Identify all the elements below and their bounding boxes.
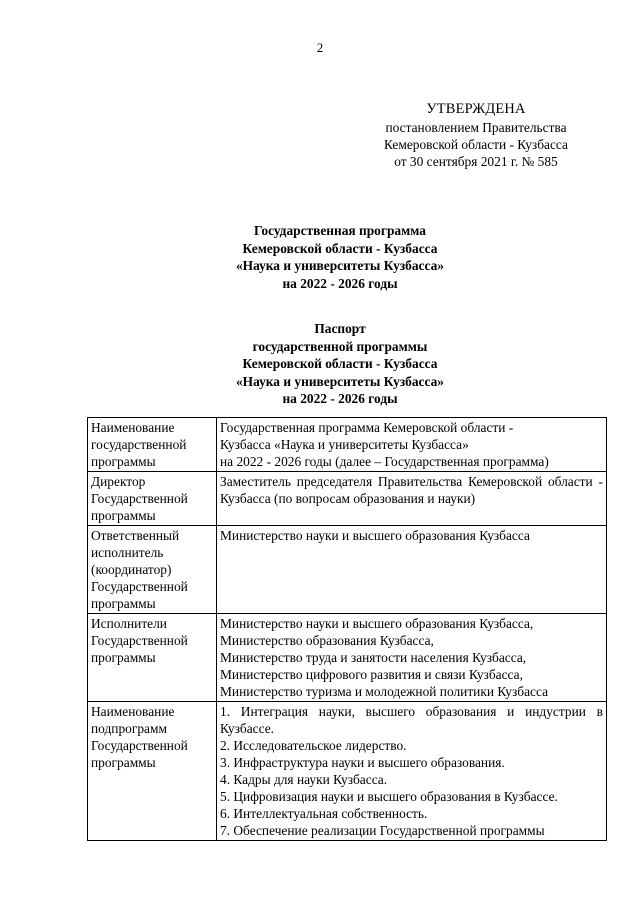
row-label-cell xyxy=(88,526,217,614)
row-value-line: Заместитель председателя Правительства Кемеровской области - Кузбасса (по вопросам образования и науки) xyxy=(220,474,603,506)
subprogram-item: 2. Исследовательское лидерство. xyxy=(220,738,407,753)
program-title-line: Кемеровской области - Кузбасса xyxy=(242,240,438,256)
row-label-line: программы xyxy=(91,755,156,770)
row-label-cell xyxy=(88,472,217,526)
row-label-cell xyxy=(88,614,217,702)
subprogram-item: 6. Интеллектуальная собственность. xyxy=(220,806,428,821)
row-label-line: Директор xyxy=(91,474,146,489)
row-value-line: Министерство цифрового развития и связи Кузбасса, xyxy=(220,667,523,682)
row-label-line: подпрограмм xyxy=(91,721,167,736)
row-value-line: Министерство науки и высшего образования Кузбасса xyxy=(220,528,530,543)
row-value-cell xyxy=(217,472,607,526)
passport-title-line: Кемеровской области - Кузбасса xyxy=(242,356,438,371)
row-label-line: программы xyxy=(91,650,156,665)
row-label-line: Наименование xyxy=(91,704,175,719)
table-row xyxy=(88,614,607,702)
program-title xyxy=(0,222,640,292)
row-label-line: программы xyxy=(91,454,156,469)
row-value-cell xyxy=(217,702,607,841)
subprogram-item: 1. Интеграция науки, высшего образования и индустрии в Кузбассе. xyxy=(220,704,603,736)
passport-title-line: Паспорт xyxy=(314,321,366,336)
row-value-line: Министерство труда и занятости населения Кузбасса, xyxy=(220,650,527,665)
row-value-line: на 2022 - 2026 годы (далее – Государственная программа) xyxy=(220,454,549,469)
row-label-cell xyxy=(88,418,217,472)
approval-line: постановлением Правительства xyxy=(385,120,567,135)
subprogram-item: 7. Обеспечение реализации Государственной программы xyxy=(220,823,545,838)
row-label-line: Наименование xyxy=(91,420,175,435)
row-label-line: программы xyxy=(91,508,156,523)
row-label-line: программы xyxy=(91,596,156,611)
table-row xyxy=(88,702,607,841)
approval-line: Кемеровской области - Кузбасса xyxy=(384,137,568,152)
row-label-line: (координатор) xyxy=(91,562,172,577)
row-value-cell xyxy=(217,418,607,472)
row-value-line: Министерство туризма и молодежной политики Кузбасса xyxy=(220,684,549,699)
row-label-line: исполнитель xyxy=(91,545,164,560)
program-title-line: «Наука и университеты Кузбасса» xyxy=(235,258,445,273)
row-label-line: Ответственный xyxy=(91,528,180,543)
row-label-line: Государственной xyxy=(91,491,188,506)
approval-line: от 30 сентября 2021 г. № 585 xyxy=(394,154,558,169)
subprogram-item: 3. Инфраструктура науки и высшего образования. xyxy=(220,755,505,770)
passport-title-line: государственной программы xyxy=(252,338,428,354)
approval-stamp xyxy=(360,100,592,170)
row-label-cell xyxy=(88,702,217,841)
subprogram-item: 5. Цифровизация науки и высшего образования в Кузбассе. xyxy=(220,789,558,804)
passport-title xyxy=(0,320,640,408)
table-row xyxy=(88,526,607,614)
row-value-line: Государственная программа Кемеровской области - xyxy=(220,420,514,435)
approval-heading: УТВЕРЖДЕНА xyxy=(426,101,526,117)
row-value-cell xyxy=(217,614,607,702)
program-title-line: Государственная программа xyxy=(254,223,426,238)
row-value-line: Министерство образования Кузбасса, xyxy=(220,633,434,648)
passport-table xyxy=(87,417,607,841)
row-value-line: Кузбасса «Наука и университеты Кузбасса» xyxy=(220,437,469,452)
table-row xyxy=(88,472,607,526)
page-number: 2 xyxy=(316,40,324,55)
row-label-line: Государственной xyxy=(91,738,188,753)
passport-title-line: на 2022 - 2026 годы xyxy=(282,391,398,406)
table-row xyxy=(88,418,607,472)
row-label-line: Исполнители xyxy=(91,616,167,631)
row-label-line: государственной xyxy=(91,437,187,452)
passport-title-line: «Наука и университеты Кузбасса» xyxy=(235,373,445,389)
subprogram-item: 4. Кадры для науки Кузбасса. xyxy=(220,772,388,787)
program-title-line: на 2022 - 2026 годы xyxy=(282,275,398,291)
row-label-line: Государственной xyxy=(91,579,188,594)
row-value-cell xyxy=(217,526,607,614)
row-label-line: Государственной xyxy=(91,633,188,648)
row-value-line: Министерство науки и высшего образования Кузбасса, xyxy=(220,616,534,631)
